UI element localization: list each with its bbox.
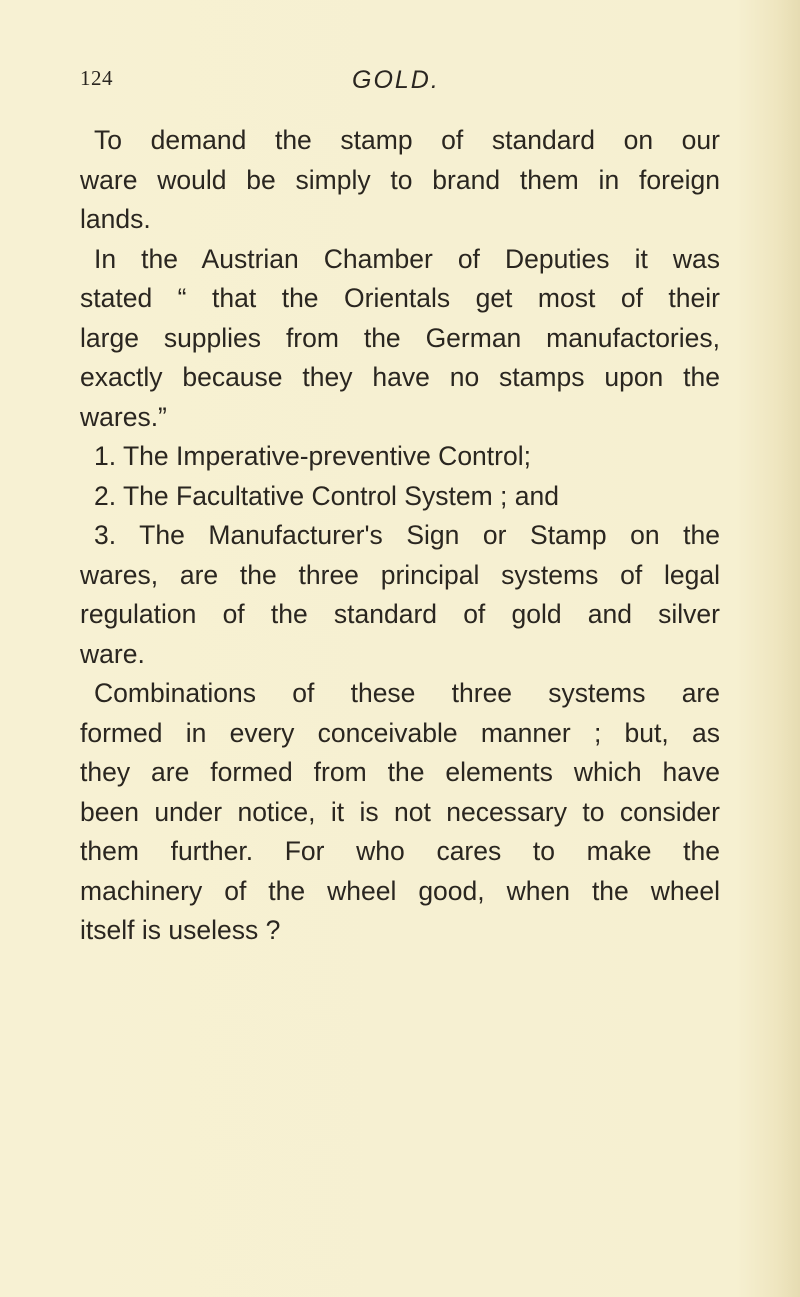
text-line: ware. (80, 638, 145, 669)
body-text (80, 121, 720, 951)
text-line: Combinations of these three systems are (94, 678, 720, 708)
text-line: 2. The Facultative Control System ; and (94, 480, 559, 511)
text-line: formed in every conceivable manner ; but, as (80, 717, 720, 748)
text-line: stated “ that the Orientals get most of their (80, 283, 720, 313)
text-line: them further. For who cares to make the (80, 836, 720, 866)
text-line: lands. (80, 204, 151, 234)
text-line: regulation of the standard of gold and silver (80, 599, 720, 629)
running-title: GOLD. (352, 66, 440, 94)
page-header (80, 66, 720, 96)
text-line: wares, are the three principal systems of legal (80, 559, 720, 590)
text-line: In the Austrian Chamber of Deputies it was (94, 243, 720, 274)
text-line: 1. The Imperative-preventive Control; (94, 441, 531, 471)
text-line: wares.” (80, 401, 167, 432)
text-line: To demand the stamp of standard on our (94, 125, 720, 155)
text-line: 3. The Manufacturer's Sign or Stamp on the (94, 520, 720, 550)
text-line: they are formed from the elements which have (80, 757, 720, 787)
text-line: machinery of the wheel good, when the wheel (80, 875, 720, 906)
page-number: 124 (80, 66, 113, 90)
text-line: ware would be simply to brand them in foreign (80, 164, 720, 195)
text-line: been under notice, it is not necessary to consider (80, 796, 720, 827)
text-line: exactly because they have no stamps upon the (80, 362, 720, 392)
text-line: large supplies from the German manufactories, (80, 322, 720, 353)
text-line: itself is useless ? (80, 915, 281, 945)
